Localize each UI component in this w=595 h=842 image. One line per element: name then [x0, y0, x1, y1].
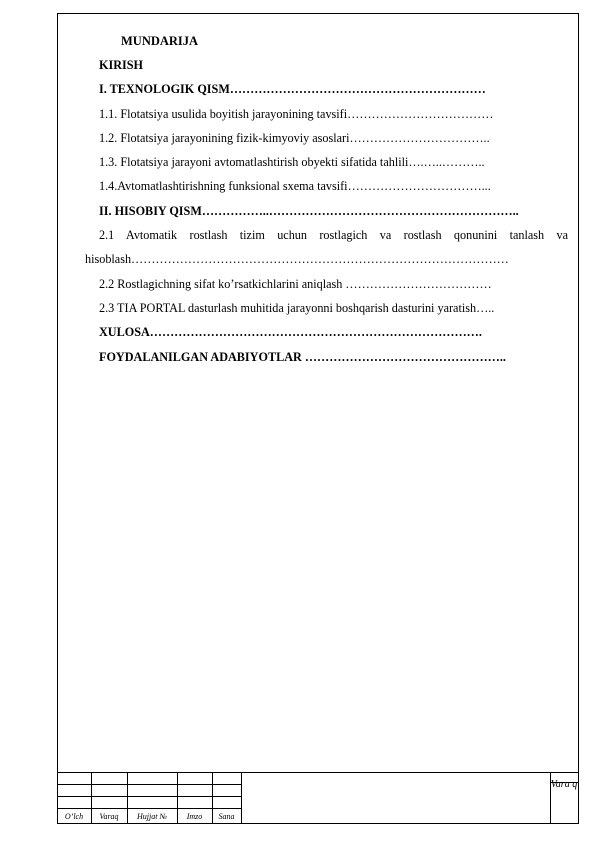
toc-item-2-3: 2.3 TIA PORTAL dasturlash muhitida jarayonni boshqarish dasturini yaratish…..: [99, 301, 495, 315]
stamp-label-hujjat: Hujjat №: [137, 812, 167, 821]
toc-item-1-1: 1.1. Flotatsiya usulida boyitish jarayonining tavsifi………………………………: [99, 107, 494, 121]
toc-section-1: I. TEXNOLOGIK QISM………………………………………………………: [99, 82, 486, 96]
stamp-col-rule-5: [241, 772, 242, 824]
stamp-rule-row-1: [57, 784, 241, 785]
toc-item-2-2: 2.2 Rostlagichning sifat ko’rsatkichlarini aniqlash ………………………………: [99, 277, 492, 291]
stamp-rule-top: [57, 772, 579, 773]
toc-section-2: II. HISOBIY QISM……………..……………………………………………………..: [99, 204, 519, 218]
toc-item-1-4: 1.4.Avtomatlashtirishning funksional sxema tavsifi……………………………...: [99, 179, 491, 193]
stamp-label-imzo: Imzo: [186, 812, 203, 821]
toc-item-2-1-line-2: hisoblash…………………………………………………………………………………: [85, 252, 509, 266]
stamp-label-varaq: Varaq: [99, 812, 119, 821]
stamp-page-label: Vara q: [550, 779, 578, 790]
stamp-rule-row-2: [57, 796, 241, 797]
toc-item-1-3: 1.3. Flotatsiya jarayoni avtomatlashtirish obyekti sifatida tahlili….…..………..: [99, 155, 485, 169]
toc-kirish: KIRISH: [99, 58, 144, 72]
toc-item-1-2: 1.2. Flotatsiya jarayonining fizik-kimyoviy asoslari……………………………..: [99, 131, 490, 145]
toc-title: MUNDARIJA: [121, 34, 199, 48]
title-block-stamp: [57, 772, 579, 824]
stamp-rule-row-3: [57, 808, 241, 809]
stamp-label-olch: O’lch: [64, 812, 84, 821]
stamp-label-sana: Sana: [218, 812, 235, 821]
toc-xulosa: XULOSA……………………………………………………………………….: [99, 325, 482, 339]
toc-adabiyotlar: FOYDALANILGAN ADABIYOTLAR …………………………………………..: [99, 350, 506, 364]
toc-item-2-1-line-1: 2.1 Avtomatik rostlash tizim uchun rostlagich va rostlash qonunini tanlash va: [99, 228, 568, 242]
